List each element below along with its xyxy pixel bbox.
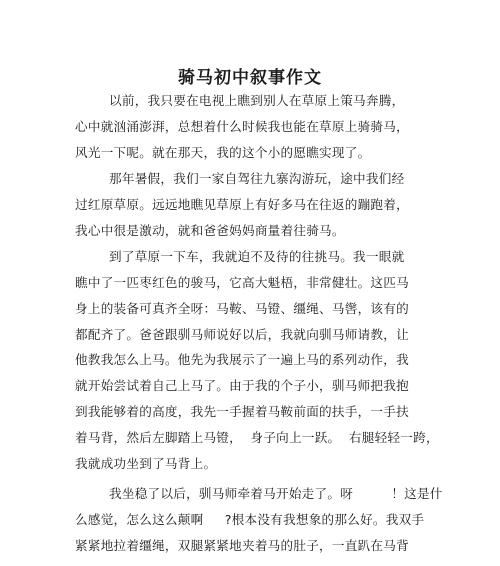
text-line: 都配齐了。爸爸跟驯马师说好以后，我就向驯马师请教，让: [75, 326, 409, 342]
text-line: 紧紧地拉着缰绳，双腿紧紧地夹着马的肚子，一直趴在马背: [75, 537, 409, 553]
paragraph-1: [75, 88, 435, 166]
paragraph-2: [75, 166, 435, 244]
paragraph-4: [75, 481, 443, 559]
text-line: 我就成功坐到了马背上。: [75, 455, 217, 471]
text-line: 我坐稳了以后，驯马师牵着马开始走了。呀 ！这是什: [75, 486, 443, 501]
text-line: 就开始尝试着自己上马了。由于我的个子小，驯马师把我抱: [75, 378, 409, 394]
text-line: 我心中很是激动，就和爸爸妈妈商量着往骑马。: [75, 222, 345, 238]
text-line: 到了草原一下车，我就迫不及待的往挑马。我一眼就: [75, 249, 405, 264]
text-line: 风光一下呢。就在那天，我的这个小的愿瞧实现了。: [75, 144, 371, 160]
paragraph-3: [75, 244, 439, 477]
text-line: 着马背，然后左脚踏上马镫， 身子向上一跃。 右腿轻轻一跨，: [75, 429, 439, 445]
text-line: 瞧中了一匹枣红色的骏马，它高大魁梧，非常健壮。这匹马: [75, 274, 409, 290]
text-line: 他教我怎么上马。他先为我展示了一遍上马的系列动作，我: [75, 352, 409, 368]
text-line: 过红原草原。远远地瞧见草原上有好多马在往返的蹦跑着，: [75, 196, 409, 212]
text-line: 么感觉，怎么这么颠啊 ?根本没有我想象的那么好。我双手: [75, 511, 425, 527]
text-line: 到我能够着的高度，我先一手握着马鞍前面的扶手，一手扶: [75, 404, 409, 420]
text-line: 以前，我只要在电视上瞧到别人在草原上策马奔腾，: [75, 93, 405, 108]
document-title: 骑马初中叙事作文: [178, 68, 322, 88]
text-line: 那年暑假，我们一家自驾往九寨沟游玩，途中我们经: [75, 171, 405, 186]
text-line: 身上的装备可真齐全呀：马鞍、马镫、缰绳、马辔，该有的: [75, 300, 409, 316]
text-line: 心中就汹涌澎湃，总想着什么时候我也能在草原上骑骑马，: [75, 118, 409, 134]
